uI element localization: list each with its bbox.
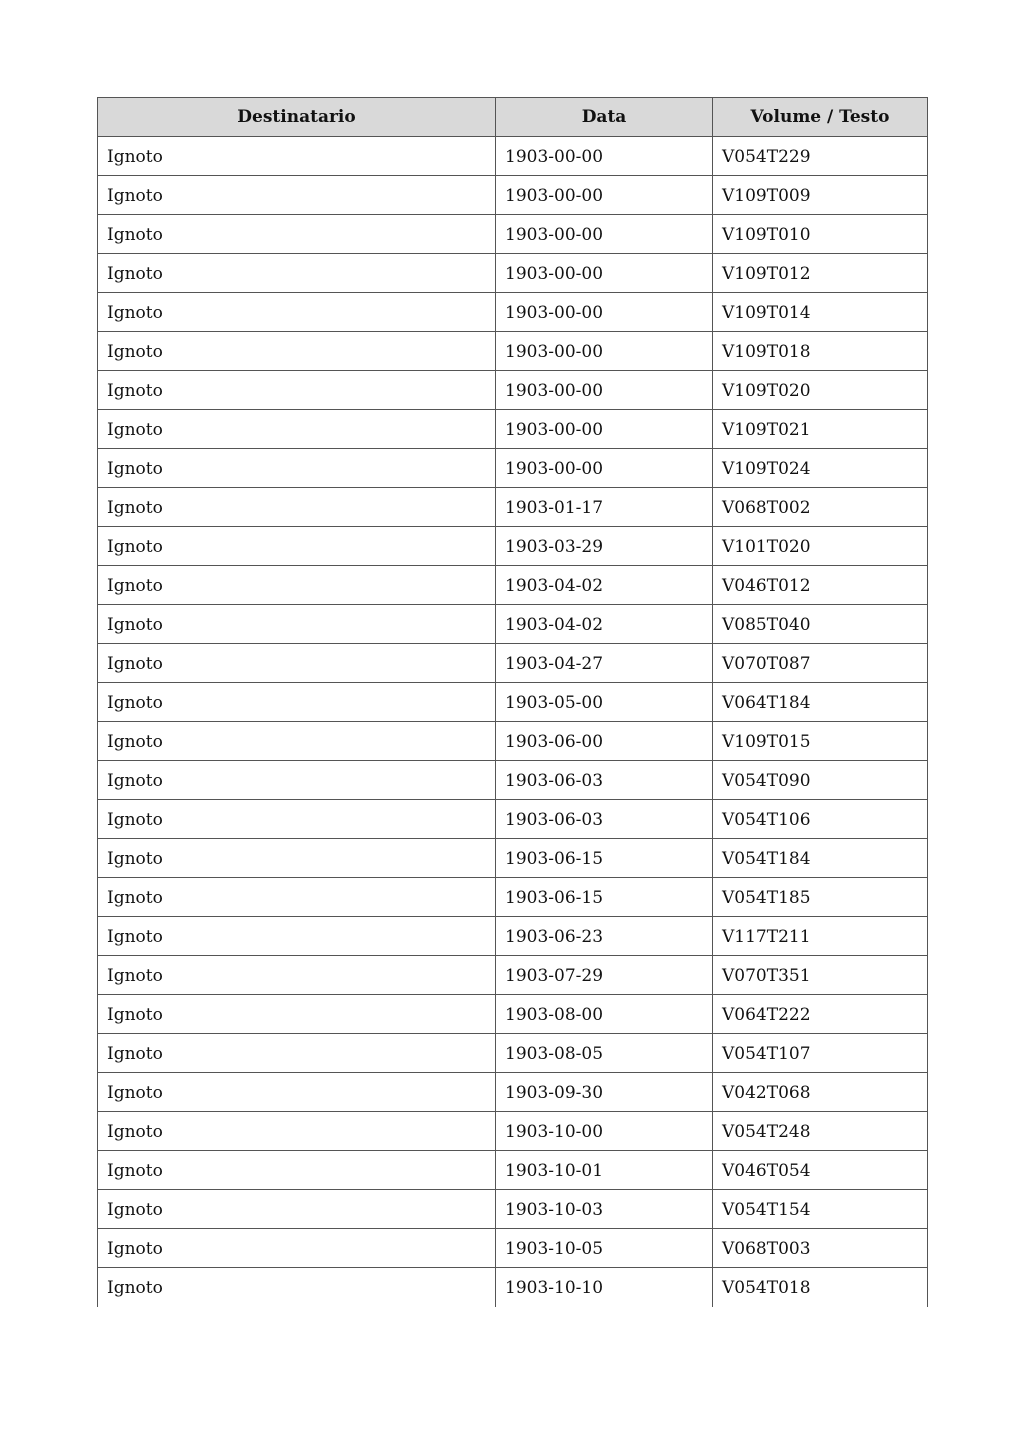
cell-destinatario: Ignoto — [98, 644, 496, 683]
header-volume-testo: Volume / Testo — [713, 98, 928, 137]
cell-destinatario: Ignoto — [98, 371, 496, 410]
cell-volume-testo: V054T184 — [713, 839, 928, 878]
cell-data: 1903-00-00 — [496, 293, 713, 332]
cell-volume-testo: V109T020 — [713, 371, 928, 410]
cell-destinatario: Ignoto — [98, 761, 496, 800]
cell-data: 1903-06-15 — [496, 878, 713, 917]
table-row — [98, 410, 928, 449]
cell-volume-testo: V109T009 — [713, 176, 928, 215]
table-row — [98, 605, 928, 644]
header-data: Data — [496, 98, 713, 137]
cell-volume-testo: V109T024 — [713, 449, 928, 488]
cell-data: 1903-06-03 — [496, 761, 713, 800]
cell-data: 1903-07-29 — [496, 956, 713, 995]
cell-volume-testo: V101T020 — [713, 527, 928, 566]
cell-data: 1903-09-30 — [496, 1073, 713, 1112]
table-row — [98, 683, 928, 722]
table-row — [98, 917, 928, 956]
cell-data: 1903-10-00 — [496, 1112, 713, 1151]
table-row — [98, 800, 928, 839]
cell-destinatario: Ignoto — [98, 449, 496, 488]
table-row — [98, 1190, 928, 1229]
cell-data: 1903-06-15 — [496, 839, 713, 878]
cell-volume-testo: V070T087 — [713, 644, 928, 683]
table-body — [98, 137, 928, 1307]
cell-volume-testo: V046T012 — [713, 566, 928, 605]
cell-destinatario: Ignoto — [98, 176, 496, 215]
cell-destinatario: Ignoto — [98, 527, 496, 566]
cell-destinatario: Ignoto — [98, 1268, 496, 1307]
table-row — [98, 1112, 928, 1151]
header-row — [98, 98, 928, 137]
table-row — [98, 1268, 928, 1307]
cell-volume-testo: V068T003 — [713, 1229, 928, 1268]
cell-destinatario: Ignoto — [98, 605, 496, 644]
table-row — [98, 839, 928, 878]
table-row — [98, 215, 928, 254]
cell-data: 1903-10-10 — [496, 1268, 713, 1307]
cell-data: 1903-00-00 — [496, 449, 713, 488]
cell-volume-testo: V109T012 — [713, 254, 928, 293]
cell-data: 1903-10-03 — [496, 1190, 713, 1229]
cell-destinatario: Ignoto — [98, 254, 496, 293]
cell-data: 1903-06-03 — [496, 800, 713, 839]
cell-destinatario: Ignoto — [98, 800, 496, 839]
cell-destinatario: Ignoto — [98, 722, 496, 761]
cell-destinatario: Ignoto — [98, 1151, 496, 1190]
table-row — [98, 449, 928, 488]
cell-data: 1903-00-00 — [496, 410, 713, 449]
table-row — [98, 176, 928, 215]
cell-data: 1903-06-00 — [496, 722, 713, 761]
cell-data: 1903-06-23 — [496, 917, 713, 956]
cell-volume-testo: V109T021 — [713, 410, 928, 449]
letters-table — [97, 97, 928, 1307]
cell-data: 1903-08-00 — [496, 995, 713, 1034]
cell-destinatario: Ignoto — [98, 293, 496, 332]
table-row — [98, 1073, 928, 1112]
table-row — [98, 488, 928, 527]
cell-volume-testo: V109T018 — [713, 332, 928, 371]
cell-destinatario: Ignoto — [98, 410, 496, 449]
table-row — [98, 371, 928, 410]
cell-destinatario: Ignoto — [98, 137, 496, 176]
cell-volume-testo: V117T211 — [713, 917, 928, 956]
cell-data: 1903-00-00 — [496, 215, 713, 254]
cell-destinatario: Ignoto — [98, 917, 496, 956]
cell-data: 1903-10-05 — [496, 1229, 713, 1268]
cell-data: 1903-03-29 — [496, 527, 713, 566]
cell-volume-testo: V109T010 — [713, 215, 928, 254]
cell-data: 1903-00-00 — [496, 371, 713, 410]
table-row — [98, 761, 928, 800]
cell-destinatario: Ignoto — [98, 566, 496, 605]
table-row — [98, 878, 928, 917]
cell-destinatario: Ignoto — [98, 995, 496, 1034]
cell-volume-testo: V046T054 — [713, 1151, 928, 1190]
cell-volume-testo: V054T090 — [713, 761, 928, 800]
cell-volume-testo: V054T107 — [713, 1034, 928, 1073]
cell-destinatario: Ignoto — [98, 1034, 496, 1073]
cell-volume-testo: V054T154 — [713, 1190, 928, 1229]
cell-data: 1903-10-01 — [496, 1151, 713, 1190]
cell-data: 1903-08-05 — [496, 1034, 713, 1073]
table-row — [98, 332, 928, 371]
cell-volume-testo: V054T229 — [713, 137, 928, 176]
table-row — [98, 644, 928, 683]
cell-destinatario: Ignoto — [98, 878, 496, 917]
table-row — [98, 956, 928, 995]
cell-volume-testo: V054T106 — [713, 800, 928, 839]
header-destinatario: Destinatario — [98, 98, 496, 137]
cell-volume-testo: V085T040 — [713, 605, 928, 644]
table-row — [98, 566, 928, 605]
cell-destinatario: Ignoto — [98, 332, 496, 371]
cell-data: 1903-04-02 — [496, 605, 713, 644]
cell-destinatario: Ignoto — [98, 1112, 496, 1151]
cell-destinatario: Ignoto — [98, 683, 496, 722]
cell-volume-testo: V064T184 — [713, 683, 928, 722]
table-row — [98, 995, 928, 1034]
cell-volume-testo: V070T351 — [713, 956, 928, 995]
cell-volume-testo: V064T222 — [713, 995, 928, 1034]
table-row — [98, 1034, 928, 1073]
cell-destinatario: Ignoto — [98, 1073, 496, 1112]
cell-destinatario: Ignoto — [98, 488, 496, 527]
cell-data: 1903-00-00 — [496, 254, 713, 293]
table-row — [98, 254, 928, 293]
table-row — [98, 1151, 928, 1190]
cell-data: 1903-05-00 — [496, 683, 713, 722]
cell-data: 1903-01-17 — [496, 488, 713, 527]
cell-volume-testo: V054T248 — [713, 1112, 928, 1151]
cell-volume-testo: V054T018 — [713, 1268, 928, 1307]
cell-volume-testo: V054T185 — [713, 878, 928, 917]
cell-destinatario: Ignoto — [98, 1190, 496, 1229]
cell-volume-testo: V109T014 — [713, 293, 928, 332]
table-row — [98, 293, 928, 332]
cell-destinatario: Ignoto — [98, 839, 496, 878]
cell-data: 1903-00-00 — [496, 332, 713, 371]
cell-destinatario: Ignoto — [98, 215, 496, 254]
table-row — [98, 527, 928, 566]
cell-data: 1903-00-00 — [496, 137, 713, 176]
table-row — [98, 137, 928, 176]
cell-volume-testo: V109T015 — [713, 722, 928, 761]
table-row — [98, 722, 928, 761]
cell-data: 1903-00-00 — [496, 176, 713, 215]
cell-volume-testo: V068T002 — [713, 488, 928, 527]
cell-data: 1903-04-02 — [496, 566, 713, 605]
cell-destinatario: Ignoto — [98, 956, 496, 995]
cell-data: 1903-04-27 — [496, 644, 713, 683]
table-header — [98, 98, 928, 137]
table-row — [98, 1229, 928, 1268]
cell-volume-testo: V042T068 — [713, 1073, 928, 1112]
cell-destinatario: Ignoto — [98, 1229, 496, 1268]
